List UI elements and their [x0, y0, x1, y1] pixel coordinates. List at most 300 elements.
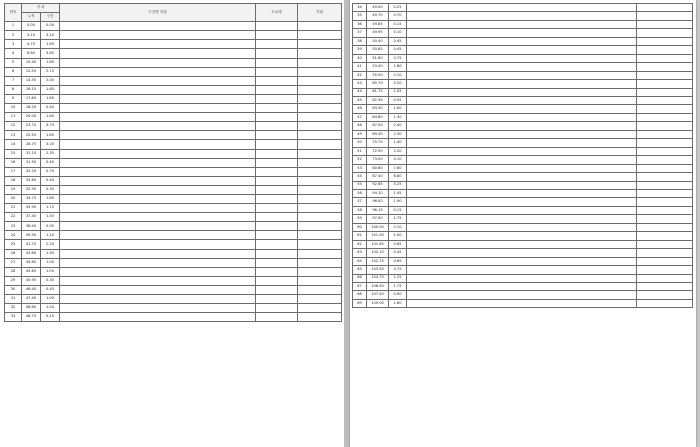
table-row — [5, 176, 342, 185]
cell-notes — [298, 304, 342, 313]
cell-road — [256, 58, 298, 67]
table-row — [353, 232, 693, 240]
cell-directions — [407, 37, 637, 45]
cell-distance-total: 32.95 — [22, 185, 41, 194]
cell-road — [256, 295, 298, 304]
cell-number: 41 — [353, 63, 367, 71]
cell-directions — [60, 304, 256, 313]
cell-number: 44 — [353, 88, 367, 96]
cell-distance-section: 2.10 — [389, 223, 407, 231]
cell-distance-total: 31.50 — [22, 158, 41, 167]
cell-directions — [60, 40, 256, 49]
cell-number: 61 — [353, 232, 367, 240]
table-row — [5, 131, 342, 140]
cell-distance-total: 46.40 — [22, 285, 41, 294]
cell-directions — [60, 313, 256, 322]
cell-number: 5 — [5, 58, 22, 67]
cell-number: 56 — [353, 189, 367, 197]
cell-directions — [407, 240, 637, 248]
cell-road — [637, 54, 693, 62]
table-row — [353, 249, 693, 257]
cell-directions — [407, 96, 637, 104]
table-row — [353, 37, 693, 45]
cell-distance-total: 103.50 — [367, 266, 389, 274]
cell-number: 34 — [353, 4, 367, 12]
cell-distance-section: 3.10 — [41, 31, 60, 40]
cell-directions — [60, 222, 256, 231]
cell-distance-section: 0.45 — [41, 285, 60, 294]
route-table-left — [4, 3, 342, 322]
cell-number: 66 — [353, 274, 367, 282]
cell-distance-section: 0.75 — [389, 54, 407, 62]
cell-distance-total: 41.70 — [22, 240, 41, 249]
cell-number: 13 — [5, 131, 22, 140]
table-row — [353, 198, 693, 206]
cell-directions — [60, 258, 256, 267]
cell-number: 2 — [5, 31, 22, 40]
header-directions: 구간별 지점 — [60, 4, 256, 22]
cell-distance-section: 0.95 — [41, 222, 60, 231]
cell-directions — [407, 147, 637, 155]
cell-notes — [298, 122, 342, 131]
cell-distance-total: 94.10 — [367, 189, 389, 197]
cell-road — [256, 304, 298, 313]
cell-notes — [298, 140, 342, 149]
table-row — [353, 54, 693, 62]
cell-directions — [60, 31, 256, 40]
cell-notes — [298, 76, 342, 85]
cell-directions — [407, 291, 637, 299]
cell-road — [637, 122, 693, 130]
cell-distance-total: 80.60 — [367, 164, 389, 172]
table-row — [5, 267, 342, 276]
cell-road — [256, 194, 298, 203]
cell-notes — [298, 176, 342, 185]
cell-number: 37 — [353, 29, 367, 37]
route-table-right — [352, 3, 693, 308]
cell-number: 9 — [5, 94, 22, 103]
cell-distance-total: 64.60 — [367, 113, 389, 121]
cell-number: 59 — [353, 215, 367, 223]
table-row — [353, 71, 693, 79]
cell-road — [637, 282, 693, 290]
cell-directions — [60, 213, 256, 222]
cell-distance-section: 0.70 — [389, 12, 407, 20]
cell-directions — [60, 176, 256, 185]
cell-directions — [60, 22, 256, 31]
cell-directions — [407, 274, 637, 282]
cell-directions — [407, 4, 637, 12]
cell-number: 51 — [353, 147, 367, 155]
table-row — [5, 122, 342, 131]
cell-distance-section: 1.90 — [41, 249, 60, 258]
cell-road — [637, 240, 693, 248]
cell-distance-section: 1.15 — [41, 204, 60, 213]
cell-distance-section: 0.40 — [41, 176, 60, 185]
table-row — [5, 185, 342, 194]
cell-number: 57 — [353, 198, 367, 206]
cell-number: 31 — [5, 295, 22, 304]
table-row — [353, 96, 693, 104]
cell-road — [256, 185, 298, 194]
table-row — [353, 291, 693, 299]
cell-number: 27 — [5, 258, 22, 267]
table-row — [353, 240, 693, 248]
cell-directions — [60, 76, 256, 85]
cell-number: 17 — [5, 167, 22, 176]
header-number: 번호 — [5, 4, 22, 22]
table-row — [5, 40, 342, 49]
cell-number: 15 — [5, 149, 22, 158]
cell-distance-total: 50.40 — [367, 37, 389, 45]
cell-distance-total: 104.75 — [367, 274, 389, 282]
table-row — [5, 213, 342, 222]
cell-directions — [407, 113, 637, 121]
cell-road — [637, 46, 693, 54]
table-row — [5, 295, 342, 304]
cell-distance-total: 100.00 — [367, 223, 389, 231]
cell-number: 14 — [5, 140, 22, 149]
cell-road — [256, 76, 298, 85]
cell-distance-section: 1.25 — [389, 274, 407, 282]
cell-distance-total: 96.00 — [367, 198, 389, 206]
cell-distance-section: 0.10 — [389, 156, 407, 164]
table-row — [353, 46, 693, 54]
cell-notes — [298, 295, 342, 304]
cell-notes — [298, 249, 342, 258]
cell-directions — [407, 122, 637, 130]
cell-directions — [60, 285, 256, 294]
cell-directions — [407, 232, 637, 240]
cell-number: 26 — [5, 249, 22, 258]
cell-directions — [407, 54, 637, 62]
cell-distance-total: 32.60 — [22, 176, 41, 185]
cell-notes — [298, 67, 342, 76]
cell-number: 39 — [353, 46, 367, 54]
cell-directions — [407, 80, 637, 88]
cell-directions — [60, 49, 256, 58]
cell-distance-total: 45.95 — [22, 276, 41, 285]
table-row — [5, 140, 342, 149]
table-row — [353, 20, 693, 28]
cell-road — [256, 204, 298, 213]
cell-directions — [60, 131, 256, 140]
cell-distance-total: 49.70 — [367, 12, 389, 20]
document-page-right — [350, 0, 696, 447]
table-row — [353, 4, 693, 12]
table-row — [5, 204, 342, 213]
cell-notes — [298, 58, 342, 67]
cell-road — [637, 164, 693, 172]
cell-road — [637, 266, 693, 274]
cell-notes — [298, 31, 342, 40]
cell-distance-total: 14.55 — [22, 76, 41, 85]
table-row — [353, 189, 693, 197]
cell-distance-total: 12.55 — [22, 67, 41, 76]
cell-notes — [298, 185, 342, 194]
cell-distance-total: 102.75 — [367, 257, 389, 265]
cell-distance-total: 106.50 — [367, 282, 389, 290]
cell-directions — [60, 67, 256, 76]
cell-distance-section: 0.75 — [389, 266, 407, 274]
cell-road — [637, 147, 693, 155]
cell-number: 48 — [353, 122, 367, 130]
cell-number: 43 — [353, 80, 367, 88]
cell-distance-section: 1.05 — [41, 267, 60, 276]
cell-distance-total: 17.80 — [22, 94, 41, 103]
cell-notes — [298, 267, 342, 276]
table-row — [5, 194, 342, 203]
cell-notes — [298, 285, 342, 294]
cell-road — [256, 140, 298, 149]
cell-distance-total: 60.70 — [367, 80, 389, 88]
table-row — [5, 67, 342, 76]
cell-road — [637, 274, 693, 282]
cell-distance-total: 50.85 — [367, 46, 389, 54]
cell-number: 36 — [353, 20, 367, 28]
cell-notes — [298, 22, 342, 31]
table-row — [5, 113, 342, 122]
cell-directions — [60, 276, 256, 285]
cell-number: 69 — [353, 299, 367, 307]
cell-road — [256, 49, 298, 58]
cell-number: 29 — [5, 276, 22, 285]
cell-distance-total: 32.20 — [22, 167, 41, 176]
cell-distance-section: 1.45 — [389, 189, 407, 197]
cell-number: 53 — [353, 164, 367, 172]
cell-notes — [298, 149, 342, 158]
cell-distance-section: 3.85 — [41, 49, 60, 58]
cell-distance-total: 107.40 — [367, 291, 389, 299]
cell-directions — [407, 63, 637, 71]
cell-distance-total: 51.60 — [367, 54, 389, 62]
cell-distance-total: 10.40 — [22, 58, 41, 67]
table-row — [353, 181, 693, 189]
cell-distance-total: 70.70 — [367, 139, 389, 147]
cell-road — [637, 113, 693, 121]
cell-number: 60 — [353, 223, 367, 231]
table-row — [353, 215, 693, 223]
header-distance-total: 누적 — [22, 13, 41, 22]
cell-distance-section: 0.10 — [389, 29, 407, 37]
cell-distance-section: 2.15 — [41, 67, 60, 76]
cell-distance-total: 37.45 — [22, 213, 41, 222]
table-row — [5, 304, 342, 313]
cell-notes — [298, 240, 342, 249]
cell-notes — [298, 167, 342, 176]
cell-distance-total: 62.30 — [367, 96, 389, 104]
cell-directions — [407, 173, 637, 181]
cell-road — [256, 67, 298, 76]
table-row — [353, 12, 693, 20]
cell-number: 28 — [5, 267, 22, 276]
cell-number: 21 — [5, 204, 22, 213]
table-row — [353, 299, 693, 307]
cell-directions — [60, 122, 256, 131]
cell-road — [637, 156, 693, 164]
cell-number: 23 — [5, 222, 22, 231]
cell-number: 4 — [5, 49, 22, 58]
cell-distance-total: 97.90 — [367, 215, 389, 223]
table-row — [353, 266, 693, 274]
cell-number: 40 — [353, 54, 367, 62]
cell-number: 20 — [5, 194, 22, 203]
cell-distance-total: 67.00 — [367, 122, 389, 130]
cell-distance-section: 2.20 — [389, 147, 407, 155]
cell-distance-section: 2.20 — [41, 240, 60, 249]
table-row — [5, 22, 342, 31]
cell-distance-total: 38.40 — [22, 222, 41, 231]
cell-number: 7 — [5, 76, 22, 85]
cell-road — [637, 88, 693, 96]
cell-distance-total: 34.75 — [22, 194, 41, 203]
cell-distance-section: 1.00 — [389, 105, 407, 113]
cell-road — [256, 267, 298, 276]
cell-number: 25 — [5, 240, 22, 249]
cell-directions — [407, 156, 637, 164]
cell-distance-total: 23.70 — [22, 122, 41, 131]
cell-road — [637, 181, 693, 189]
cell-distance-section: 0.90 — [389, 291, 407, 299]
cell-distance-total: 109.00 — [367, 299, 389, 307]
cell-notes — [298, 40, 342, 49]
cell-distance-section: 1.80 — [41, 58, 60, 67]
cell-road — [637, 63, 693, 71]
cell-road — [637, 29, 693, 37]
cell-number: 1 — [5, 22, 22, 31]
cell-number: 35 — [353, 12, 367, 20]
cell-notes — [298, 158, 342, 167]
table-row — [5, 231, 342, 240]
table-row — [5, 149, 342, 158]
cell-notes — [298, 213, 342, 222]
cell-road — [256, 176, 298, 185]
cell-distance-section: 0.45 — [389, 37, 407, 45]
cell-directions — [60, 104, 256, 113]
cell-notes — [298, 313, 342, 322]
cell-road — [256, 213, 298, 222]
cell-distance-total: 48.60 — [22, 304, 41, 313]
cell-distance-total: 3.10 — [22, 31, 41, 40]
table-row — [5, 58, 342, 67]
cell-number: 68 — [353, 291, 367, 299]
cell-distance-section: 3.70 — [41, 122, 60, 131]
cell-number: 65 — [353, 266, 367, 274]
cell-directions — [407, 206, 637, 214]
cell-number: 45 — [353, 96, 367, 104]
cell-distance-section: 0.65 — [389, 257, 407, 265]
cell-number: 54 — [353, 173, 367, 181]
cell-number: 12 — [5, 122, 22, 131]
cell-distance-section: 3.20 — [41, 140, 60, 149]
cell-road — [256, 94, 298, 103]
table-row — [353, 139, 693, 147]
cell-distance-section: 2.40 — [389, 122, 407, 130]
cell-directions — [60, 249, 256, 258]
cell-directions — [60, 94, 256, 103]
cell-distance-total: 35.90 — [22, 204, 41, 213]
cell-road — [637, 173, 693, 181]
cell-distance-total: 96.15 — [367, 206, 389, 214]
cell-directions — [407, 249, 637, 257]
cell-number: 38 — [353, 37, 367, 45]
cell-distance-total: 49.95 — [367, 29, 389, 37]
cell-distance-section: 2.30 — [389, 130, 407, 138]
cell-road — [637, 130, 693, 138]
cell-distance-section: 7.60 — [389, 164, 407, 172]
cell-notes — [298, 85, 342, 94]
cell-distance-total: 63.30 — [367, 105, 389, 113]
cell-directions — [407, 189, 637, 197]
cell-road — [256, 249, 298, 258]
cell-number: 10 — [5, 104, 22, 113]
cell-notes — [298, 131, 342, 140]
table-row — [353, 130, 693, 138]
cell-directions — [60, 295, 256, 304]
cell-directions — [407, 164, 637, 172]
cell-distance-section: 1.10 — [41, 231, 60, 240]
cell-directions — [60, 85, 256, 94]
table-row — [353, 173, 693, 181]
cell-distance-total: 8.60 — [22, 49, 41, 58]
cell-number: 67 — [353, 282, 367, 290]
cell-notes — [298, 222, 342, 231]
table-row — [5, 313, 342, 322]
table-row — [5, 222, 342, 231]
cell-road — [256, 276, 298, 285]
cell-road — [637, 299, 693, 307]
cell-road — [637, 232, 693, 240]
table-row — [5, 94, 342, 103]
cell-road — [637, 4, 693, 12]
cell-road — [256, 167, 298, 176]
cell-road — [256, 222, 298, 231]
cell-distance-total: 61.75 — [367, 88, 389, 96]
cell-distance-total: 31.10 — [22, 149, 41, 158]
cell-distance-total: 43.60 — [22, 249, 41, 258]
cell-distance-section: 0.15 — [41, 313, 60, 322]
cell-number: 22 — [5, 213, 22, 222]
cell-distance-total: 92.65 — [367, 181, 389, 189]
cell-road — [637, 223, 693, 231]
cell-notes — [298, 258, 342, 267]
cell-notes — [298, 104, 342, 113]
cell-road — [637, 249, 693, 257]
cell-notes — [298, 276, 342, 285]
cell-road — [256, 122, 298, 131]
cell-distance-section: 1.65 — [41, 94, 60, 103]
cell-road — [256, 158, 298, 167]
cell-road — [637, 12, 693, 20]
cell-directions — [60, 204, 256, 213]
cell-directions — [60, 194, 256, 203]
cell-directions — [60, 185, 256, 194]
cell-distance-total: 20.00 — [22, 113, 41, 122]
table-row — [5, 167, 342, 176]
cell-distance-section: 0.25 — [389, 4, 407, 12]
table-row — [5, 276, 342, 285]
cell-distance-section: 5.20 — [389, 80, 407, 88]
table-row — [5, 76, 342, 85]
cell-distance-section: 0.00 — [41, 22, 60, 31]
cell-distance-total: 87.40 — [367, 173, 389, 181]
table-row — [5, 249, 342, 258]
cell-distance-section: 0.65 — [389, 240, 407, 248]
table-row — [5, 49, 342, 58]
cell-distance-total: 48.75 — [22, 313, 41, 322]
cell-directions — [407, 266, 637, 274]
table-row — [353, 206, 693, 214]
